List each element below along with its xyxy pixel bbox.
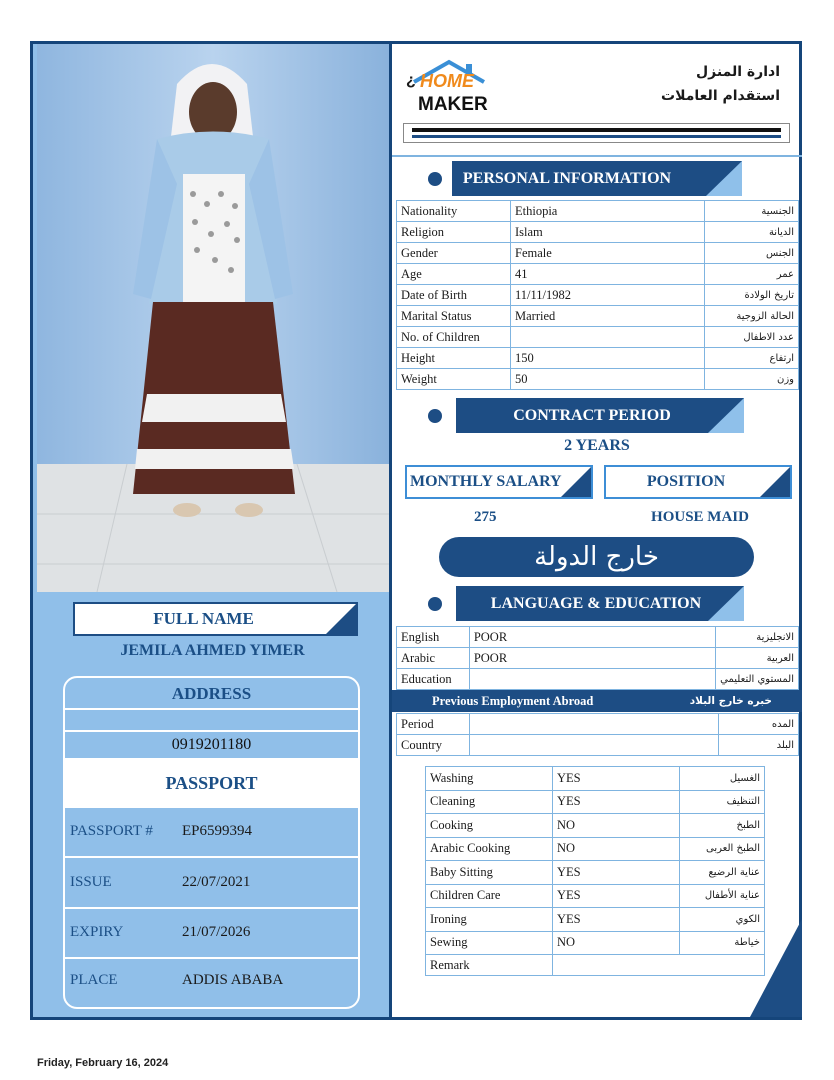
row-label: Ironing: [426, 908, 553, 932]
row-label-arabic: تاريخ الولادة: [705, 285, 799, 306]
card-rule: [65, 856, 358, 858]
employment-table: [396, 713, 799, 756]
row-value: POOR: [469, 648, 715, 669]
row-label-arabic: عمر: [705, 264, 799, 285]
remark-row: [426, 955, 765, 976]
row-label: Cooking: [426, 814, 553, 838]
table-row: [397, 264, 799, 285]
row-label: Country: [397, 735, 470, 756]
row-label-arabic: ارتفاع: [705, 348, 799, 369]
row-label: Education: [397, 669, 470, 690]
contract-banner: [456, 398, 744, 433]
row-label: English: [397, 627, 470, 648]
table-row: [397, 648, 799, 669]
table-row: [397, 285, 799, 306]
row-label-arabic: الجنسية: [705, 201, 799, 222]
table-row: [426, 908, 765, 932]
monthly-salary-label: MONTHLY SALARY: [410, 473, 562, 490]
row-label-arabic: خياطة: [680, 931, 765, 955]
table-row: [426, 931, 765, 955]
table-row: [397, 327, 799, 348]
row-label: Weight: [397, 369, 511, 390]
row-label: Sewing: [426, 931, 553, 955]
row-value: 41: [511, 264, 705, 285]
arabic-title-2: استقدام العاملات: [661, 88, 780, 104]
skills-table: [425, 766, 765, 976]
row-label-arabic: وزن: [705, 369, 799, 390]
card-rule: [65, 708, 358, 710]
passport-label: PASSPORT: [65, 758, 358, 808]
position-value: HOUSE MAID: [651, 509, 749, 525]
bullet-icon: [428, 172, 442, 186]
row-value: [470, 714, 719, 735]
row-label-arabic: الجنس: [705, 243, 799, 264]
issue-value: 22/07/2021: [182, 874, 251, 890]
row-label: Date of Birth: [397, 285, 511, 306]
place-label: PLACE: [70, 972, 118, 988]
position-label-box: [604, 465, 792, 499]
full-name-label-box: [73, 602, 358, 636]
row-label: No. of Children: [397, 327, 511, 348]
personal-info-banner: [452, 161, 742, 196]
full-name-label: FULL NAME: [153, 609, 254, 628]
row-label-arabic: المستوي التعليمي: [716, 669, 799, 690]
row-label-arabic: عناية الأطفال: [680, 884, 765, 908]
banner-corner: [706, 161, 742, 196]
banner-corner: [708, 398, 744, 433]
row-value: 11/11/1982: [511, 285, 705, 306]
row-label: Children Care: [426, 884, 553, 908]
logo-prefix: ¿: [406, 72, 416, 89]
table-row: [426, 767, 765, 791]
table-row: [397, 369, 799, 390]
row-label-arabic: الديانة: [705, 222, 799, 243]
work-location-pill: خارج الدولة: [439, 537, 754, 577]
remark-value: [553, 955, 765, 976]
row-value: [470, 735, 719, 756]
row-label: Arabic: [397, 648, 470, 669]
row-label: Cleaning: [426, 790, 553, 814]
table-row: [426, 861, 765, 885]
phone-number: 0919201180: [171, 736, 252, 753]
language-table: [396, 626, 799, 690]
place-value: ADDIS ABABA: [182, 972, 284, 988]
bullet-icon: [428, 597, 442, 611]
expiry-value: 21/07/2026: [182, 924, 251, 940]
position-label: POSITION: [646, 473, 726, 490]
box-corner: [326, 604, 356, 634]
row-value: 150: [511, 348, 705, 369]
table-row: [397, 201, 799, 222]
row-value: YES: [553, 861, 680, 885]
monthly-salary-value: 275: [474, 509, 497, 525]
header-rule: [403, 123, 790, 143]
table-row: [397, 243, 799, 264]
full-name-value: JEMILA AHMED YIMER: [120, 642, 305, 659]
row-label-arabic: الغسيل: [680, 767, 765, 791]
row-label: Marital Status: [397, 306, 511, 327]
box-corner: [760, 467, 790, 497]
row-value: NO: [553, 837, 680, 861]
row-value: [469, 669, 715, 690]
table-row: [397, 348, 799, 369]
table-row: [397, 306, 799, 327]
row-value: Female: [511, 243, 705, 264]
row-value: Ethiopia: [511, 201, 705, 222]
row-value: YES: [553, 790, 680, 814]
row-value: YES: [553, 767, 680, 791]
row-label: Washing: [426, 767, 553, 791]
monthly-salary-label-box: [405, 465, 593, 499]
table-row: [397, 714, 799, 735]
row-label-arabic: الانجليزية: [716, 627, 799, 648]
row-value: YES: [553, 908, 680, 932]
row-label-arabic: الحالة الزوجية: [705, 306, 799, 327]
row-label: Baby Sitting: [426, 861, 553, 885]
passport-number-label: PASSPORT #: [70, 823, 153, 839]
row-label: Religion: [397, 222, 511, 243]
employment-header: [392, 690, 802, 712]
print-date: Friday, February 16, 2024: [37, 1057, 169, 1069]
logo-home-text: HOME: [420, 71, 474, 91]
row-label-arabic: الطبخ: [680, 814, 765, 838]
row-value: Islam: [511, 222, 705, 243]
language-title: LANGUAGE & EDUCATION: [490, 595, 702, 612]
row-label: Gender: [397, 243, 511, 264]
contract-period: 2 YEARS: [564, 437, 630, 454]
table-row: [397, 222, 799, 243]
table-row: [426, 790, 765, 814]
row-label: Age: [397, 264, 511, 285]
contract-title: CONTRACT PERIOD: [513, 407, 671, 424]
row-value: NO: [553, 814, 680, 838]
header-divider: [392, 155, 802, 157]
address-label: ADDRESS: [171, 684, 252, 703]
table-row: [397, 627, 799, 648]
banner-corner: [708, 586, 744, 621]
row-label-arabic: عناية الرضيع: [680, 861, 765, 885]
row-label-arabic: عدد الاطفال: [705, 327, 799, 348]
card-rule: [65, 957, 358, 959]
personal-info-table: [396, 200, 799, 390]
candidate-photo: [37, 44, 389, 592]
row-value: POOR: [469, 627, 715, 648]
row-label: Arabic Cooking: [426, 837, 553, 861]
row-label-arabic: البلد: [719, 735, 799, 756]
row-label-arabic: الكوي: [680, 908, 765, 932]
table-row: [397, 735, 799, 756]
employment-title: Previous Employment Abroad: [432, 694, 594, 708]
personal-info-title: PERSONAL INFORMATION: [462, 170, 672, 187]
row-label-arabic: التنظيف: [680, 790, 765, 814]
bullet-icon: [428, 409, 442, 423]
arabic-title-1: ادارة المنزل: [696, 64, 780, 80]
row-label: Nationality: [397, 201, 511, 222]
passport-number-value: EP6599394: [182, 823, 253, 839]
row-value: NO: [553, 931, 680, 955]
table-row: [397, 669, 799, 690]
expiry-label: EXPIRY: [70, 924, 124, 940]
row-value: 50: [511, 369, 705, 390]
row-value: Married: [511, 306, 705, 327]
row-label-arabic: المده: [719, 714, 799, 735]
row-label: Period: [397, 714, 470, 735]
row-label-arabic: الطبخ العربى: [680, 837, 765, 861]
language-banner: [456, 586, 744, 621]
row-label-arabic: العربية: [716, 648, 799, 669]
employment-title-ar: خبره خارج البلاد: [689, 695, 772, 707]
row-label: Height: [397, 348, 511, 369]
box-corner: [561, 467, 591, 497]
logo-maker-text: MAKER: [418, 94, 488, 115]
address-passport-card: [63, 676, 360, 1009]
row-value: YES: [553, 884, 680, 908]
table-row: [426, 884, 765, 908]
table-row: [426, 837, 765, 861]
remark-label: Remark: [426, 955, 553, 976]
card-rule: [65, 907, 358, 909]
issue-label: ISSUE: [70, 874, 112, 890]
table-row: [426, 814, 765, 838]
row-value: [511, 327, 705, 348]
